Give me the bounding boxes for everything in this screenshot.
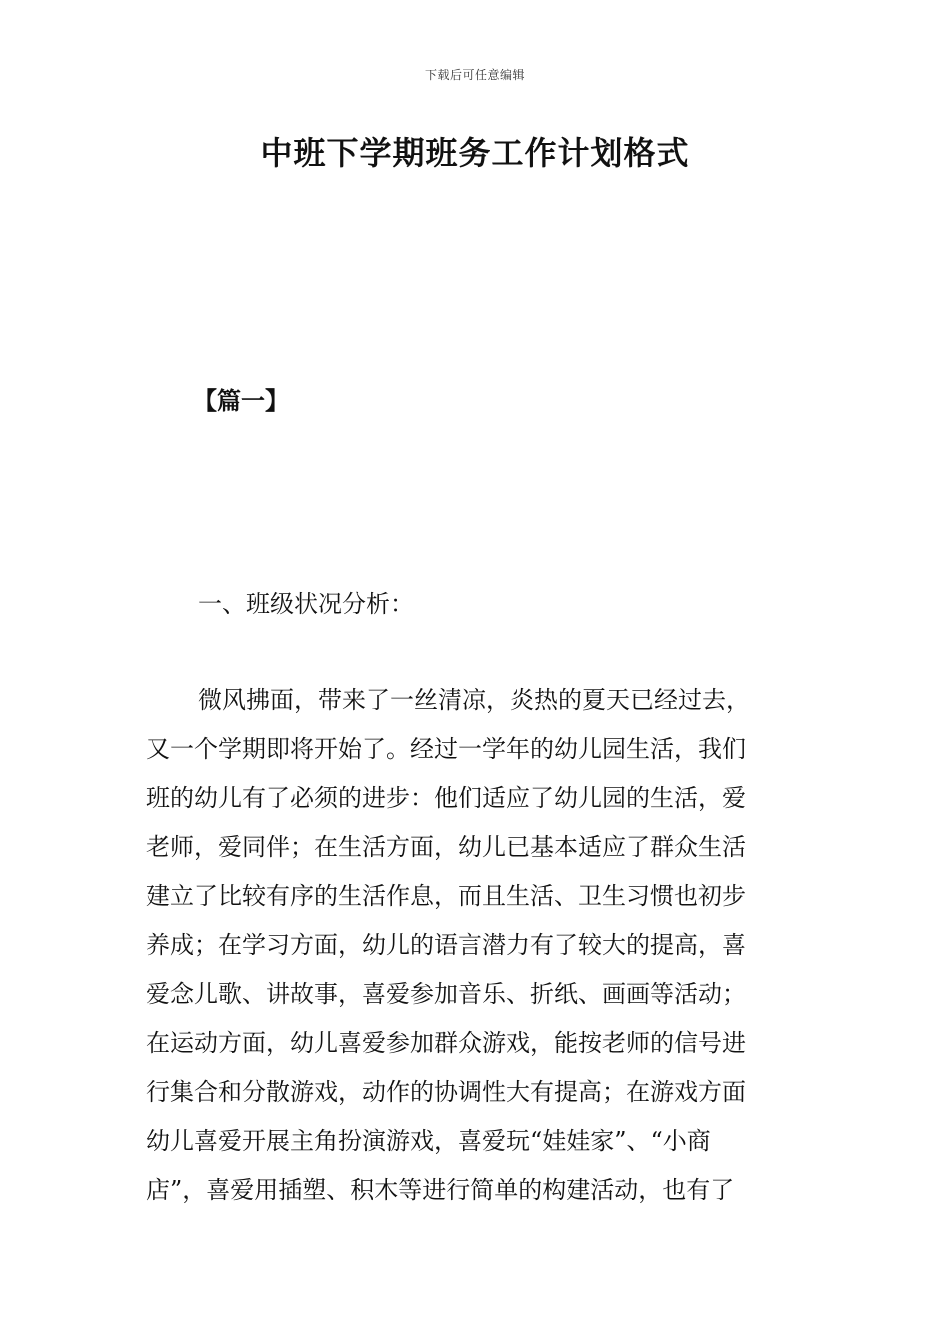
- paragraph-line: 班的幼儿有了必须的进步：他们适应了幼儿园的生活，爱: [146, 784, 746, 812]
- paragraph-line: 在运动方面，幼儿喜爱参加群众游戏，能按老师的信号进: [146, 1029, 746, 1057]
- paragraph-line: 爱念儿歌、讲故事，喜爱参加音乐、折纸、画画等活动；: [146, 980, 746, 1008]
- paragraph-line: 老师，爱同伴；在生活方面，幼儿已基本适应了群众生活: [146, 833, 746, 861]
- header-note: 下载后可任意编辑: [424, 68, 525, 82]
- paragraph-line: 店”，喜爱用插塑、积木等进行简单的构建活动，也有了: [146, 1176, 735, 1204]
- body-paragraph: [146, 676, 806, 1215]
- paragraph-line: 行集合和分散游戏，动作的协调性大有提高；在游戏方面: [146, 1078, 746, 1106]
- paragraph-line: 又一个学期即将开始了。经过一学年的幼儿园生活，我们: [146, 735, 746, 763]
- paragraph-line: 幼儿喜爱开展主角扮演游戏，喜爱玩“娃娃家”、“小商: [146, 1127, 711, 1155]
- paragraph-line: 微风拂面，带来了一丝清凉，炎热的夏天已经过去，: [198, 686, 750, 714]
- paragraph-line: 养成；在学习方面，幼儿的语言潜力有了较大的提高，喜: [146, 931, 746, 959]
- paragraph-line: 建立了比较有序的生活作息，而且生活、卫生习惯也初步: [146, 882, 746, 910]
- document-title: 中班下学期班务工作计划格式: [260, 134, 690, 172]
- section-heading: 一、班级状况分析：: [198, 590, 414, 618]
- section-marker: 【篇一】: [193, 386, 289, 415]
